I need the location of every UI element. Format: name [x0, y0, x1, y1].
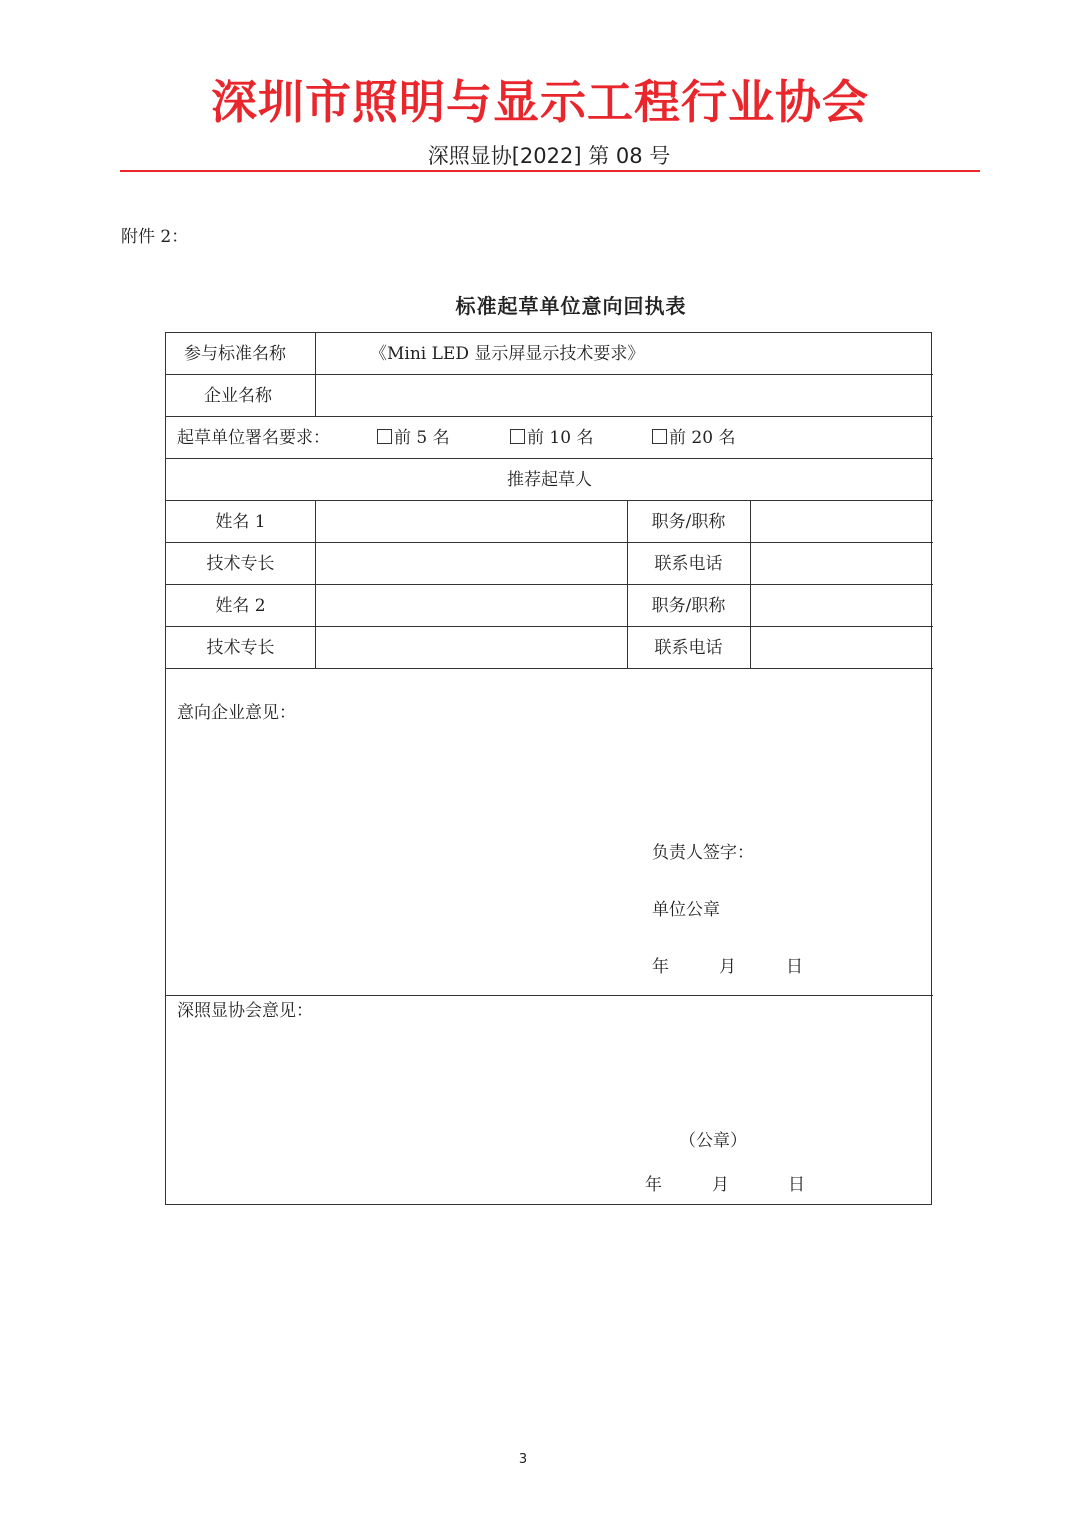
company-date-year: 年	[652, 957, 669, 977]
drafter-1-title-label: 职务/职称	[651, 512, 726, 532]
drafter-1-phone-label: 联系电话	[654, 554, 723, 574]
association-date-day: 日	[788, 1175, 805, 1195]
signer-label: 负责人签字：	[652, 843, 754, 863]
checkbox-icon[interactable]	[510, 429, 525, 444]
company-date-month: 月	[719, 957, 736, 977]
company-name-label: 企业名称	[204, 386, 272, 406]
company-date-day: 日	[786, 957, 803, 977]
association-date-month: 月	[712, 1175, 729, 1195]
recommended-drafter-heading: 推荐起草人	[507, 470, 592, 490]
drafter-1-name-label: 姓名 1	[215, 512, 266, 532]
association-seal-label: （公章）	[679, 1131, 747, 1151]
header-divider	[120, 170, 980, 172]
page-number: 3	[518, 1452, 528, 1467]
drafter-2-phone-label: 联系电话	[654, 638, 723, 658]
option-top-20[interactable]: 前 20 名	[652, 428, 735, 448]
company-opinion-label: 意向企业意见：	[177, 703, 296, 723]
signature-requirement-label: 起草单位署名要求：	[177, 428, 330, 448]
organization-title: 深圳市照明与显示工程行业协会	[211, 75, 869, 129]
checkbox-icon[interactable]	[377, 429, 392, 444]
association-date-year: 年	[645, 1175, 662, 1195]
standard-name-value: 《Mini LED 显示屏显示技术要求》	[370, 344, 645, 364]
attachment-label: 附件 2：	[121, 227, 189, 247]
standard-name-label: 参与标准名称	[184, 344, 286, 364]
option-top-5[interactable]: 前 5 名	[377, 428, 450, 448]
checkbox-icon[interactable]	[652, 429, 667, 444]
option-top-10[interactable]: 前 10 名	[510, 428, 593, 448]
form-title: 标准起草单位意向回执表	[455, 294, 687, 318]
drafter-2-title-label: 职务/职称	[651, 596, 726, 616]
drafter-2-name-label: 姓名 2	[215, 596, 266, 616]
association-opinion-label: 深照显协会意见：	[177, 1001, 313, 1021]
drafter-2-expertise-label: 技术专长	[206, 638, 275, 658]
drafter-1-expertise-label: 技术专长	[206, 554, 275, 574]
company-seal-label: 单位公章	[652, 900, 720, 920]
intent-form-table	[165, 332, 932, 1205]
document-number: 深照显协[2022] 第 08 号	[427, 144, 671, 168]
